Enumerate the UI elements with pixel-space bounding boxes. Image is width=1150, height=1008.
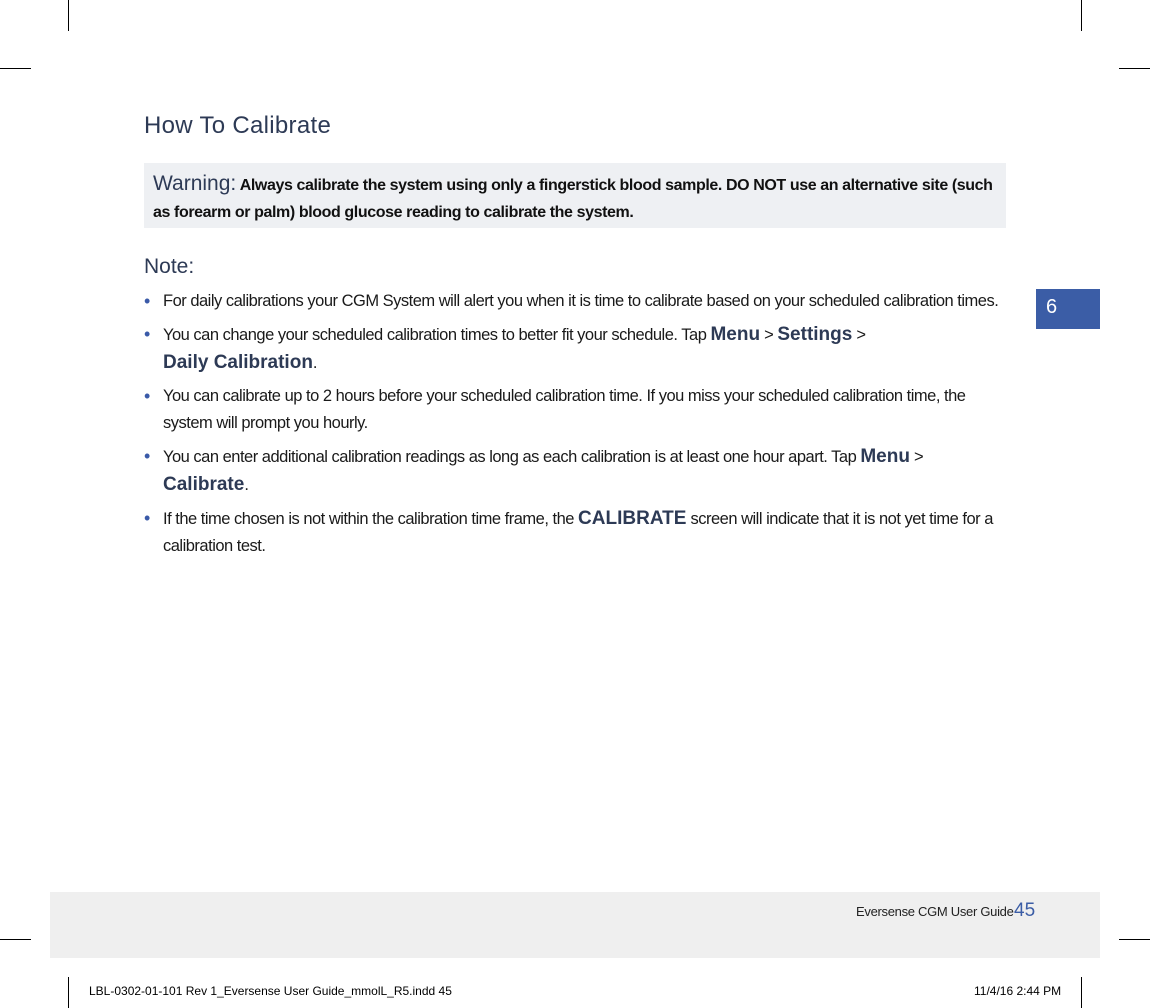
crop-mark bbox=[1119, 939, 1150, 940]
list-item bbox=[144, 383, 1014, 437]
list-item-text: You can enter additional calibration readings as long as each calibration is at least one hour apart. Tap bbox=[163, 448, 861, 466]
list-item bbox=[144, 443, 1014, 499]
crop-mark bbox=[1119, 68, 1150, 69]
list-item bbox=[144, 288, 1014, 315]
footer-guide-title: Eversense CGM User Guide bbox=[856, 904, 1014, 919]
list-item bbox=[144, 321, 1014, 377]
warning-box bbox=[144, 163, 1006, 228]
crop-mark bbox=[68, 977, 69, 1008]
chapter-tab: 6 bbox=[1036, 289, 1100, 329]
crop-mark bbox=[1081, 977, 1082, 1008]
ui-term-calibrate: Calibrate bbox=[163, 474, 245, 495]
list-item-text: You can calibrate up to 2 hours before your scheduled calibration time. If you miss your scheduled calibration time, the system will prompt you hourly. bbox=[163, 387, 966, 432]
note-list bbox=[144, 288, 1014, 566]
path-separator: > bbox=[909, 448, 924, 466]
crop-mark bbox=[1081, 0, 1082, 31]
print-slug-file: LBL-0302-01-101 Rev 1_Eversense User Guide_mmolL_R5.indd 45 bbox=[89, 984, 452, 998]
list-item-text: For daily calibrations your CGM System will alert you when it is time to calibrate based on your scheduled calibration times. bbox=[163, 292, 999, 310]
bullet-icon: • bbox=[144, 291, 150, 311]
crop-mark bbox=[68, 0, 69, 31]
crop-mark bbox=[0, 939, 31, 940]
crop-mark bbox=[0, 68, 31, 69]
ui-term-menu: Menu bbox=[710, 324, 761, 345]
list-item-text: screen will indicate that it is not yet time for a calibration test. bbox=[163, 510, 993, 555]
bullet-icon: • bbox=[144, 446, 150, 466]
note-heading: Note: bbox=[144, 255, 195, 278]
ui-term-menu: Menu bbox=[860, 446, 910, 467]
sentence-end: . bbox=[244, 476, 249, 494]
sentence-end: . bbox=[312, 354, 318, 372]
ui-term-settings: Settings bbox=[777, 324, 853, 345]
bullet-icon: • bbox=[144, 386, 150, 406]
path-separator: > bbox=[760, 326, 778, 344]
footer bbox=[50, 892, 1100, 958]
warning-text: Always calibrate the system using only a fingerstick blood sample. DO NOT use an alternative site (such as forearm or palm) blood glucose reading to calibrate the system. bbox=[153, 177, 993, 221]
list-item-text: You can change your scheduled calibration times to better fit your schedule. Tap bbox=[163, 326, 711, 344]
warning-label: Warning: bbox=[153, 172, 237, 195]
bullet-icon: • bbox=[144, 508, 150, 528]
page-title: How To Calibrate bbox=[144, 112, 332, 139]
ui-term-calibrate-screen: CALIBRATE bbox=[578, 508, 687, 529]
bullet-icon: • bbox=[144, 324, 150, 344]
ui-term-daily-calibration: Daily Calibration bbox=[163, 352, 313, 373]
list-item-text: If the time chosen is not within the calibration time frame, the bbox=[163, 510, 579, 528]
list-item bbox=[144, 505, 1014, 560]
page-number: 45 bbox=[1014, 900, 1036, 921]
print-slug-date: 11/4/16 2:44 PM bbox=[974, 984, 1062, 998]
path-separator: > bbox=[852, 326, 866, 344]
